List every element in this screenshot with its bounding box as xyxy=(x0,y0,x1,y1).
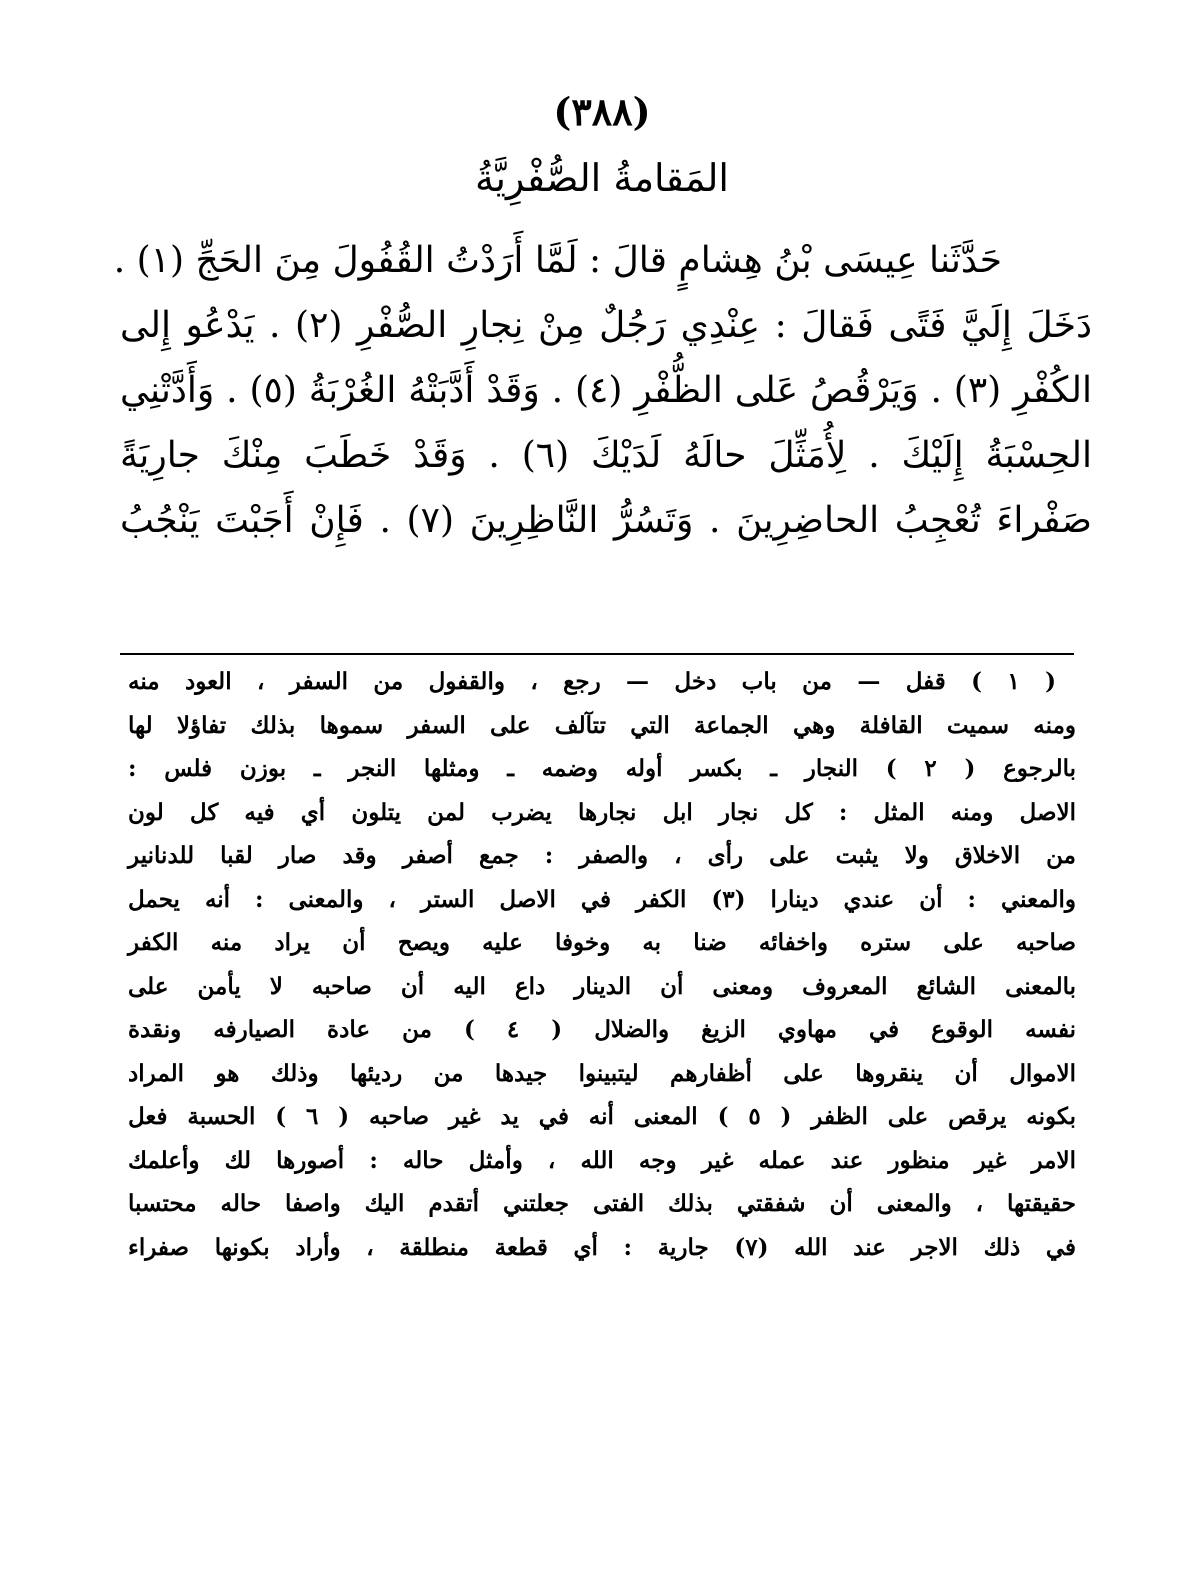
footnote-line: بكونه يرقص على الظفر ( ٥ ) المعنى أنه في يد غير صاحبه ( ٦ ) الحسبة فعل xyxy=(128,1103,1076,1130)
footnote-line: بالرجوع ( ٢ ) النجار ـ بكسر أوله وضمه ـ ومثلها النجر ـ بوزن فلس : xyxy=(128,755,1077,782)
footnote-line: من الاخلاق ولا يثبت على رأى ، والصفر : جمع أصفر وقد صار لقبا للدنانير xyxy=(128,842,1076,869)
footnote-line: في ذلك الاجر عند الله (٧) جارية : أي قطعة منطلقة ، وأراد بكونها صفراء xyxy=(128,1233,1077,1261)
footnote-line: والمعني : أن عندي دينارا (٣) الكفر في الاصل الستر ، والمعنى : أنه يحمل xyxy=(128,885,1076,913)
main-text-line: الكُفْرِ (٣) . وَيَرْقُصُ عَلى الظُّفْرِ (٤) . وَقَدْ أَدَّبَتْهُ الغُرْبَةُ (٥) . وَأَدَّتْنِي xyxy=(120,370,1092,411)
footnote-line: نفسه الوقوع في مهاوي الزيغ والضلال ( ٤ ) من عادة الصيارفه ونقدة xyxy=(128,1016,1076,1043)
footnote-line: الامر غير منظور عند عمله غير وجه الله ، وأمثل حاله : أصورها لك وأعلمك xyxy=(128,1146,1076,1174)
main-text-line: صَفْراءَ تُعْجِبُ الحاضِرِينَ . وَتَسُرُّ النَّاظِرِينَ (٧) . فَإِنْ أَجَبْتَ يَنْجُبُ xyxy=(120,500,1092,541)
footnote-line: حقيقتها ، والمعنى أن شفقتي بذلك الفتى جعلتني أتقدم اليك واصفا حاله محتسبا xyxy=(128,1190,1076,1217)
footnote-line: بالمعنى الشائع المعروف ومعنى أن الدينار داع اليه أن صاحبه لا يأمن على xyxy=(128,972,1076,1000)
footnote-line: صاحبه على ستره واخفائه ضنا به وخوفا عليه ويصح أن يراد منه الكفر xyxy=(128,929,1076,956)
main-text xyxy=(113,228,1092,553)
footnotes xyxy=(128,660,1076,1269)
footnote-line: ( ١ ) قفل — من باب دخل — رجع ، والقفول من السفر ، العود منه xyxy=(128,668,1056,695)
footnote-divider xyxy=(120,653,1074,655)
footnote-line: الاصل ومنه المثل : كل نجار ابل نجارها يضرب لمن يتلون أي فيه كل لون xyxy=(128,798,1076,826)
footnote-line: ومنه سميت القافلة وهي الجماعة التي تتآلف على السفر سموها بذلك تفاؤلا لها xyxy=(128,711,1076,739)
main-text-line: دَخَلَ إِلَيَّ فَتًى فَقالَ : عِنْدِي رَجُلٌ مِنْ نِجارِ الصُّفْرِ (٢) . يَدْعُو إِلى xyxy=(120,305,1092,346)
footnote-line: الاموال أن ينقروها على أظفارهم ليتبينوا جيدها من رديئها وذلك هو المراد xyxy=(128,1059,1076,1087)
main-text-line: حَدَّثَنا عِيسَى بْنُ هِشامٍ قالَ : لَمَّا أَرَدْتُ القُفُولَ مِنَ الحَجِّ (١) . xyxy=(113,240,1002,281)
main-text-line: الحِسْبَةُ إِلَيْكَ . لِأُمَثِّلَ حالَهُ لَدَيْكَ (٦) . وَقَدْ خَطَبَ مِنْكَ جارِيَةً xyxy=(120,435,1092,476)
maqama-title: المَقامةُ الصُّفْرِيَّةُ xyxy=(475,156,729,200)
page-number: (٣٨٨) xyxy=(553,89,651,134)
